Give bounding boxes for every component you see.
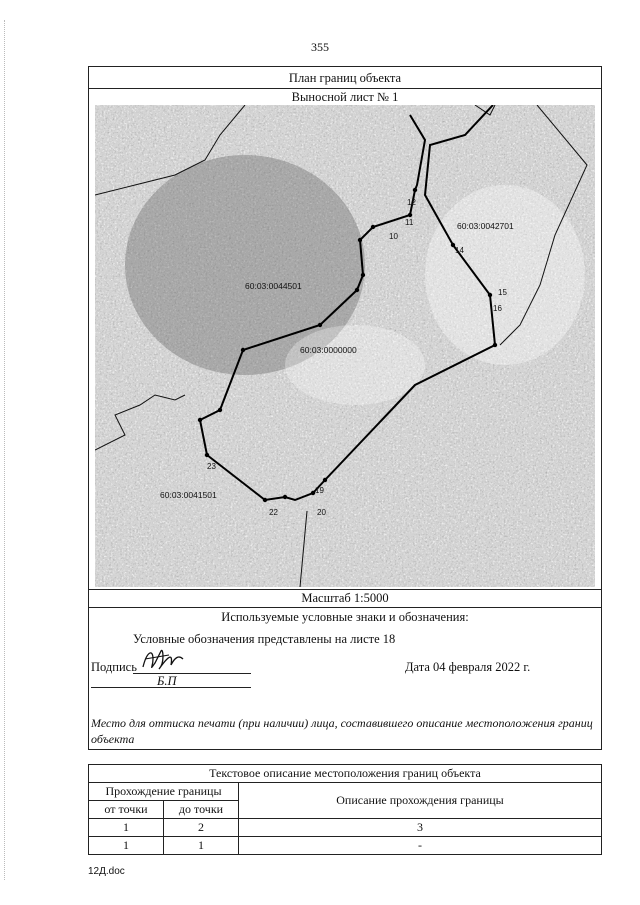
table-header-from: от точки — [89, 801, 164, 819]
point-label: 23 — [207, 462, 216, 471]
table-header-passage: Прохождение границы — [89, 783, 239, 801]
table-row — [89, 837, 602, 855]
table-header-to: до точки — [164, 801, 239, 819]
map-svg — [95, 105, 595, 587]
point-label: 14 — [455, 246, 464, 255]
divider — [89, 607, 601, 608]
aerial-map — [95, 105, 595, 587]
signature-initials: Б.П — [157, 674, 177, 688]
point-label: 19 — [315, 486, 324, 495]
boundary-description-table — [88, 764, 602, 855]
sheet-subtitle: Выносной лист № 1 — [291, 90, 399, 104]
table-title: Текстовое описание местоположения границ объекта — [89, 765, 602, 783]
legend-note: Условные обозначения представлены на листе 18 — [133, 632, 396, 646]
page-edge — [4, 20, 5, 880]
cell-to: 2 — [164, 819, 239, 837]
divider — [89, 589, 601, 590]
point-label: 12 — [407, 198, 416, 207]
initials-line — [91, 687, 251, 688]
point-label: 10 — [389, 232, 398, 241]
divider — [89, 88, 601, 89]
stamp-placeholder-note: Место для оттиска печати (при наличии) лица, составившего описание местоположения границ объекта — [91, 716, 593, 746]
page-number: 355 — [311, 40, 329, 54]
point-label: 16 — [493, 304, 502, 313]
signature-label: Подпись — [91, 660, 137, 674]
parcel-label: 60:03:0044501 — [245, 281, 302, 291]
file-name-footer: 12Д.doc — [88, 866, 125, 877]
field-patch — [425, 185, 585, 365]
point-label: 15 — [498, 288, 507, 297]
boundary-plan-frame — [88, 66, 602, 750]
signature-date: Дата 04 февраля 2022 г. — [405, 660, 531, 674]
cell-description: - — [239, 837, 602, 855]
cell-from: 1 — [89, 819, 164, 837]
map-scale: Масштаб 1:5000 — [301, 591, 389, 605]
cell-description: 3 — [239, 819, 602, 837]
point-label: 20 — [317, 508, 326, 517]
table-header-description: Описание прохождения границы — [239, 783, 602, 819]
cell-from: 1 — [89, 837, 164, 855]
parcel-label: 60:03:0042701 — [457, 221, 514, 231]
parcel-label: 60:03:0041501 — [160, 490, 217, 500]
point-label: 22 — [269, 508, 278, 517]
field-patch — [285, 325, 425, 405]
table-row — [89, 819, 602, 837]
handwritten-signature — [139, 645, 187, 677]
cell-to: 1 — [164, 837, 239, 855]
parcel-label: 60:03:0000000 — [300, 345, 357, 355]
legend-heading: Используемые условные знаки и обозначения: — [221, 610, 469, 624]
point-label: 11 — [405, 218, 414, 227]
plan-title: План границ объекта — [288, 71, 402, 85]
